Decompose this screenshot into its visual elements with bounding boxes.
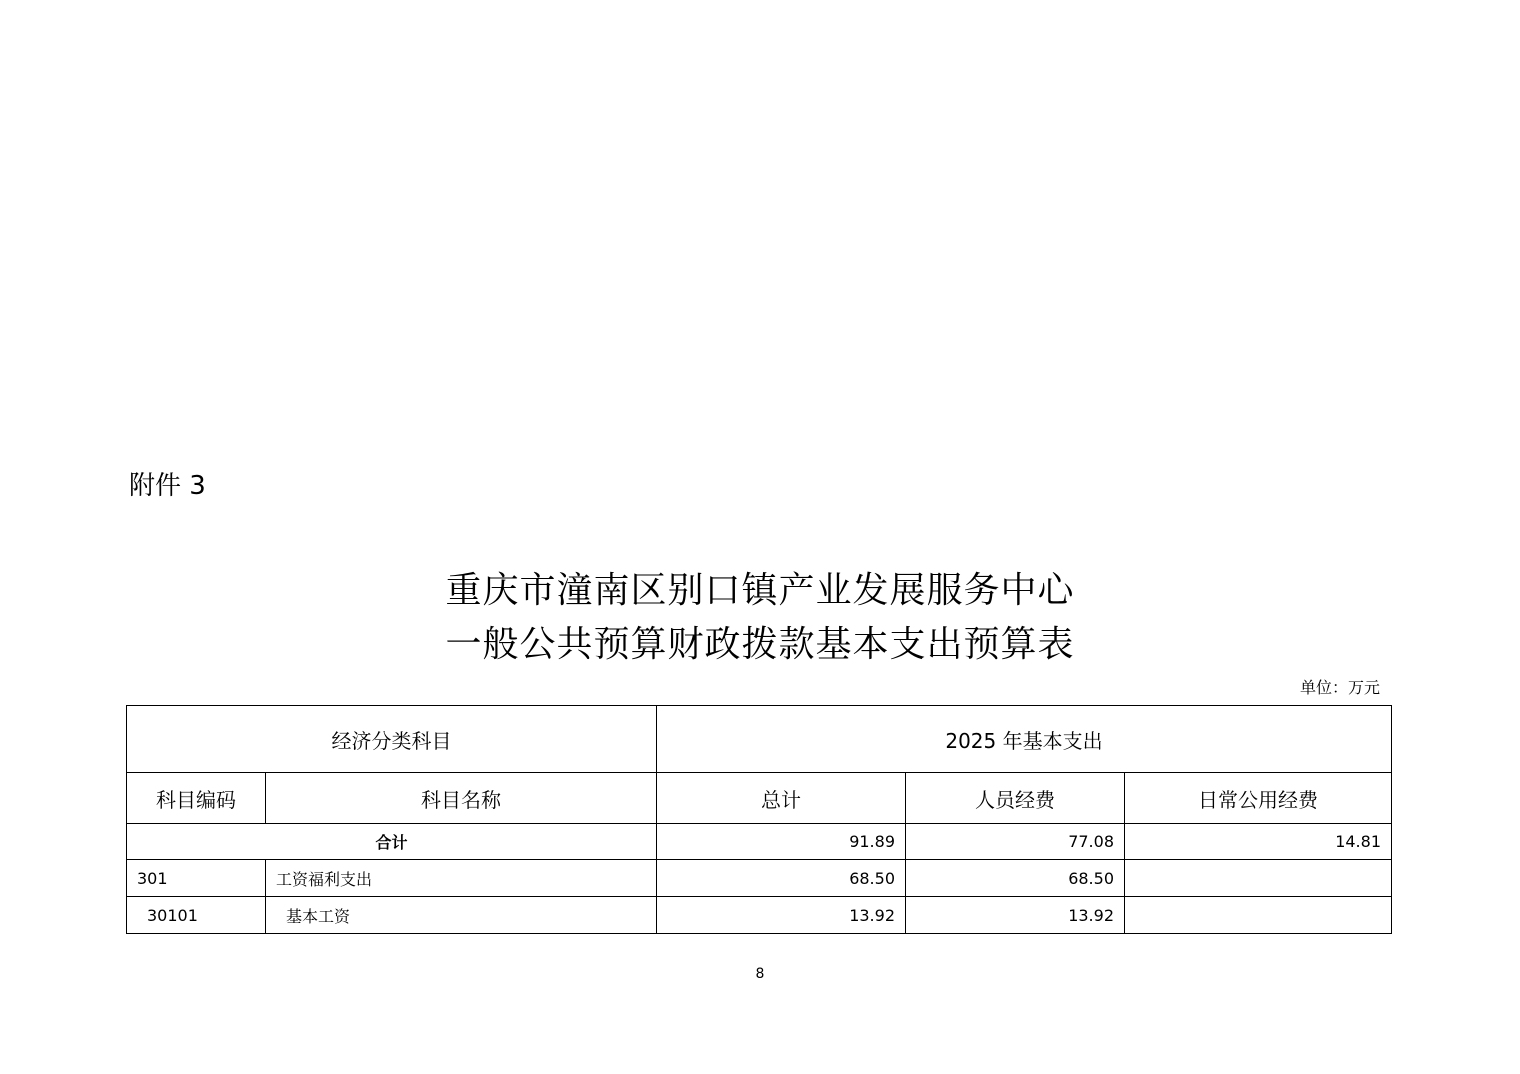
table-total-row: [127, 824, 1392, 860]
total-label: 合计: [127, 824, 657, 860]
row-personnel: 13.92: [906, 897, 1125, 934]
table-row: [127, 897, 1392, 934]
page-number: 8: [755, 966, 765, 982]
column-header-public: 日常公用经费: [1125, 773, 1392, 824]
unit-label: 单位：万元: [1299, 678, 1380, 697]
row-name: 基本工资: [266, 897, 657, 934]
total-value: 91.89: [657, 824, 906, 860]
total-personnel-value: 77.08: [906, 824, 1125, 860]
column-header-name: 科目名称: [266, 773, 657, 824]
row-total: 68.50: [657, 860, 906, 897]
row-code: 30101: [127, 897, 266, 934]
budget-table: [126, 705, 1392, 934]
table-column-header-row: [127, 773, 1392, 824]
attachment-label: 附件 3: [129, 471, 206, 501]
row-code: 301: [127, 860, 266, 897]
table-row: [127, 860, 1392, 897]
table-group-header-row: [127, 706, 1392, 773]
row-total: 13.92: [657, 897, 906, 934]
column-header-code: 科目编码: [127, 773, 266, 824]
row-personnel: 68.50: [906, 860, 1125, 897]
document-title-line-2: 一般公共预算财政拨款基本支出预算表: [445, 624, 1075, 665]
group-header-basic-expenditure: 2025 年基本支出: [657, 706, 1392, 773]
column-header-total: 总计: [657, 773, 906, 824]
row-public: [1125, 897, 1392, 934]
document-title-line-1: 重庆市潼南区别口镇产业发展服务中心: [445, 570, 1075, 611]
row-name: 工资福利支出: [266, 860, 657, 897]
total-public-value: 14.81: [1125, 824, 1392, 860]
column-header-personnel: 人员经费: [906, 773, 1125, 824]
group-header-economic-classification: 经济分类科目: [127, 706, 657, 773]
row-public: [1125, 860, 1392, 897]
